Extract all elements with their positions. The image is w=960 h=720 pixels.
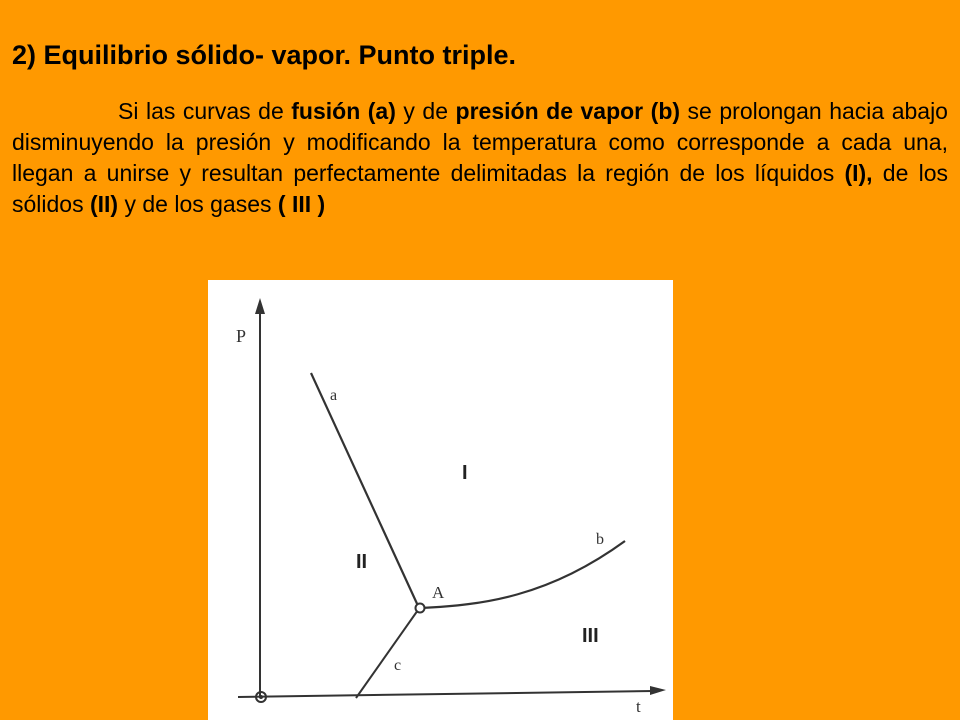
- paragraph-text-3: se prolongan hacia abajo disminuyendo la presión y modificando la temperatura como corresponde a cada una, llegan a unirse y resultan perfectamente delimitadas la región de los líquidos: [12, 98, 948, 186]
- origin-point-center: [259, 695, 263, 699]
- curve-a-label: a: [330, 387, 338, 404]
- region-gas-label: III: [582, 625, 599, 647]
- region-solid-label: II: [356, 551, 368, 573]
- slide-title: 2) Equilibrio sólido- vapor. Punto triple.: [12, 40, 517, 70]
- paragraph-bold-solids: (II): [89, 191, 119, 217]
- region-liquid-label: I: [462, 462, 468, 484]
- paragraph-text-4: de los sólidos: [12, 160, 949, 217]
- paragraph-bold-fusion: fusión (a): [291, 98, 396, 124]
- curve-c-sublimation: [356, 610, 418, 698]
- y-axis-arrow: [255, 298, 265, 314]
- slide-paragraph: [12, 96, 948, 220]
- paragraph-text-2: y de: [395, 98, 456, 124]
- paragraph-bold-vapor-pressure: presión de vapor (b): [455, 98, 681, 124]
- phase-diagram-figure: [208, 280, 673, 720]
- axis-y-label: P: [236, 326, 247, 346]
- paragraph-bold-gases: ( III ): [277, 191, 326, 217]
- triple-point-label: A: [432, 583, 445, 602]
- paragraph-text-1: Si las curvas de: [118, 98, 292, 124]
- axis-x-label: t: [636, 697, 641, 716]
- x-axis-arrow: [650, 686, 666, 695]
- triple-point-marker: [416, 604, 425, 613]
- paragraph-text-5: y de los gases: [118, 191, 278, 217]
- x-axis: [238, 691, 653, 697]
- curve-b-vapor-pressure: [421, 541, 625, 608]
- phase-diagram-svg: [208, 280, 673, 720]
- paragraph-bold-liquids: (I),: [844, 160, 873, 186]
- curve-c-label: c: [394, 657, 402, 674]
- curve-b-label: b: [596, 531, 604, 548]
